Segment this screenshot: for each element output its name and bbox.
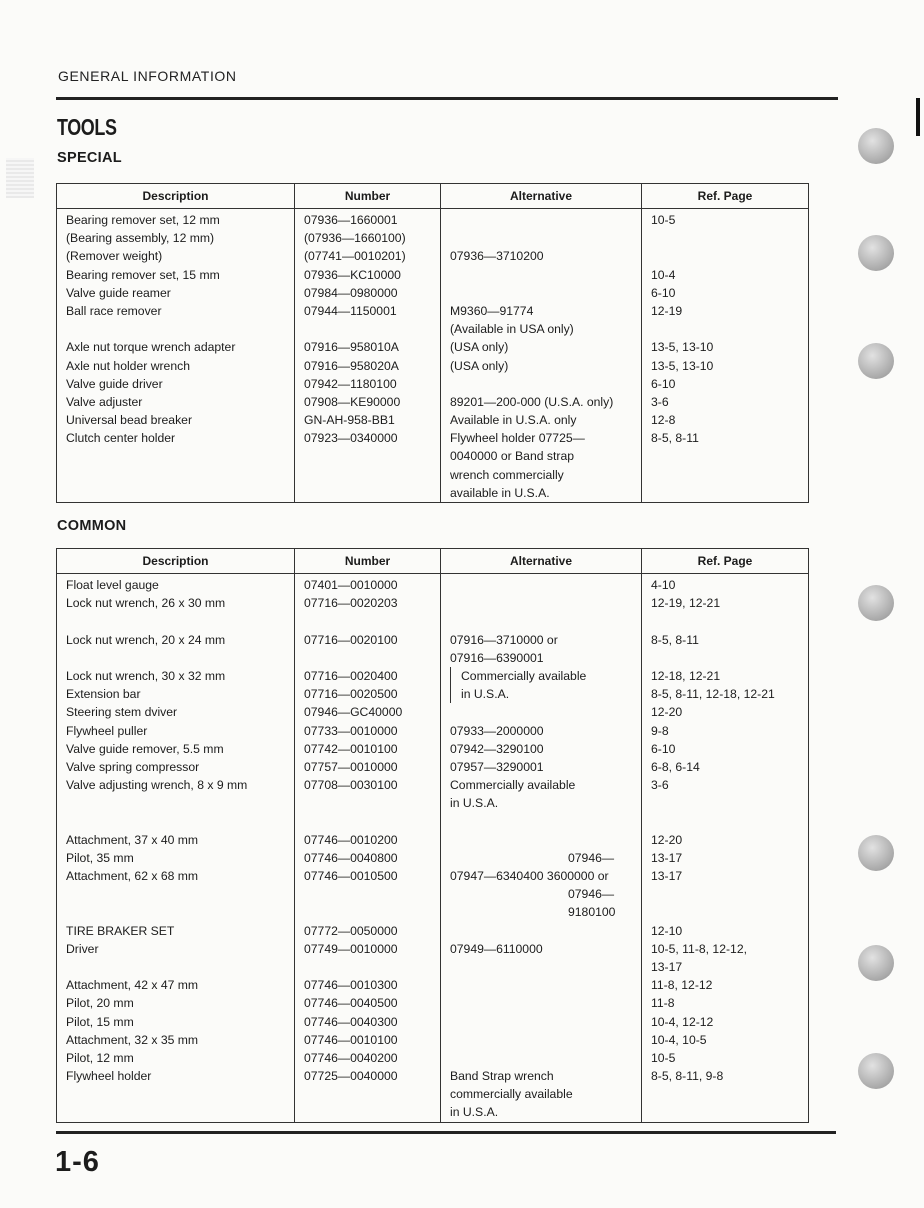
number-cell: 07746—0010300 bbox=[295, 976, 441, 994]
description-cell: Bearing remover set, 12 mm bbox=[57, 209, 295, 230]
page-title: TOOLS bbox=[57, 114, 117, 140]
number-cell bbox=[295, 885, 441, 903]
table-row bbox=[57, 994, 809, 1012]
common-heading: COMMON bbox=[57, 518, 127, 534]
number-cell: 07946—GC40000 bbox=[295, 703, 441, 721]
table-row bbox=[57, 411, 809, 429]
description-cell: Valve guide remover, 5.5 mm bbox=[57, 740, 295, 758]
description-cell bbox=[57, 903, 295, 921]
table-row bbox=[57, 831, 809, 849]
ref-page-cell bbox=[642, 885, 809, 903]
binder-hole bbox=[858, 1053, 894, 1089]
number-cell bbox=[295, 320, 441, 338]
alternative-cell: 07942—3290100 bbox=[441, 740, 642, 758]
ref-page-cell: 6-8, 6-14 bbox=[642, 758, 809, 776]
alternative-cell: Commercially available bbox=[441, 776, 642, 794]
alternative-cell: 07933—2000000 bbox=[441, 722, 642, 740]
number-cell: 07916—958010A bbox=[295, 338, 441, 356]
table-row bbox=[57, 429, 809, 447]
ref-page-cell: 6-10 bbox=[642, 375, 809, 393]
table-row bbox=[57, 631, 809, 649]
ref-page-cell: 8-5, 8-11, 9-8 bbox=[642, 1067, 809, 1085]
page-number: 1-6 bbox=[55, 1146, 100, 1178]
table-row bbox=[57, 1013, 809, 1031]
number-cell bbox=[295, 1085, 441, 1103]
table-row bbox=[57, 976, 809, 994]
number-cell: 07749—0010000 bbox=[295, 940, 441, 958]
description-cell: Extension bar bbox=[57, 685, 295, 703]
description-cell bbox=[57, 320, 295, 338]
number-cell: 07746—0010100 bbox=[295, 1031, 441, 1049]
number-cell: 07746—0010200 bbox=[295, 831, 441, 849]
number-cell bbox=[295, 794, 441, 812]
description-cell: Axle nut holder wrench bbox=[57, 357, 295, 375]
ref-page-cell: 11-8, 12-12 bbox=[642, 976, 809, 994]
ref-page-cell: 10-4, 12-12 bbox=[642, 1013, 809, 1031]
table-row bbox=[57, 1103, 809, 1122]
description-cell: (Remover weight) bbox=[57, 247, 295, 265]
number-cell: 07716—0020100 bbox=[295, 631, 441, 649]
header-rule bbox=[56, 97, 838, 100]
alternative-cell: available in U.S.A. bbox=[441, 484, 642, 503]
description-cell bbox=[57, 958, 295, 976]
description-cell: Flywheel holder bbox=[57, 1067, 295, 1085]
description-cell: Float level gauge bbox=[57, 574, 295, 595]
alternative-cell: Flywheel holder 07725— bbox=[441, 429, 642, 447]
ref-page-cell: 3-6 bbox=[642, 393, 809, 411]
description-cell: Driver bbox=[57, 940, 295, 958]
ref-page-cell: 13-17 bbox=[642, 867, 809, 885]
ref-page-cell: 10-4, 10-5 bbox=[642, 1031, 809, 1049]
alternative-cell bbox=[441, 284, 642, 302]
table-row bbox=[57, 1085, 809, 1103]
alternative-cell: 07947—6340400 3600000 or bbox=[441, 867, 642, 885]
table-row bbox=[57, 922, 809, 940]
description-cell: (Bearing assembly, 12 mm) bbox=[57, 229, 295, 247]
ref-page-cell bbox=[642, 484, 809, 503]
number-cell: 07401—0010000 bbox=[295, 574, 441, 595]
binder-hole bbox=[858, 343, 894, 379]
edge-tab-mark bbox=[916, 98, 920, 136]
ref-page-cell: 8-5, 8-11, 12-18, 12-21 bbox=[642, 685, 809, 703]
number-cell: 07746—0040200 bbox=[295, 1049, 441, 1067]
description-cell: Lock nut wrench, 30 x 32 mm bbox=[57, 667, 295, 685]
table-row bbox=[57, 776, 809, 794]
description-cell bbox=[57, 1103, 295, 1122]
alternative-cell bbox=[441, 1031, 642, 1049]
alternative-cell: (Available in USA only) bbox=[441, 320, 642, 338]
number-cell: 07916—958020A bbox=[295, 357, 441, 375]
alternative-cell: 07949—6110000 bbox=[441, 940, 642, 958]
ref-page-cell bbox=[642, 1085, 809, 1103]
ref-page-cell bbox=[642, 812, 809, 830]
alternative-cell bbox=[441, 1049, 642, 1067]
number-cell bbox=[295, 466, 441, 484]
ref-page-cell bbox=[642, 903, 809, 921]
alternative-cell bbox=[441, 958, 642, 976]
table-row bbox=[57, 958, 809, 976]
alternative-cell: 07916—3710000 or bbox=[441, 631, 642, 649]
description-cell: Valve guide driver bbox=[57, 375, 295, 393]
table-header-row bbox=[57, 549, 809, 574]
ref-page-cell: 3-6 bbox=[642, 776, 809, 794]
alternative-cell bbox=[441, 976, 642, 994]
ref-page-cell bbox=[642, 794, 809, 812]
ref-page-cell bbox=[642, 1103, 809, 1122]
description-cell bbox=[57, 812, 295, 830]
number-cell bbox=[295, 903, 441, 921]
number-cell: GN-AH-958-BB1 bbox=[295, 411, 441, 429]
number-cell: 07984—0980000 bbox=[295, 284, 441, 302]
number-cell: 07733—0010000 bbox=[295, 722, 441, 740]
table-row bbox=[57, 685, 809, 703]
number-cell bbox=[295, 612, 441, 630]
description-cell: Axle nut torque wrench adapter bbox=[57, 338, 295, 356]
description-cell: Attachment, 42 x 47 mm bbox=[57, 976, 295, 994]
number-cell: 07716—0020500 bbox=[295, 685, 441, 703]
description-cell: Valve spring compressor bbox=[57, 758, 295, 776]
alternative-cell: 07957—3290001 bbox=[441, 758, 642, 776]
number-cell: 07923—0340000 bbox=[295, 429, 441, 447]
ref-page-cell: 6-10 bbox=[642, 284, 809, 302]
ref-page-cell: 12-8 bbox=[642, 411, 809, 429]
alternative-cell: in U.S.A. bbox=[441, 1103, 642, 1122]
alternative-cell: wrench commercially bbox=[441, 466, 642, 484]
description-cell bbox=[57, 885, 295, 903]
number-cell: 07746—0040800 bbox=[295, 849, 441, 867]
ref-page-cell: 12-10 bbox=[642, 922, 809, 940]
description-cell: Flywheel puller bbox=[57, 722, 295, 740]
description-cell: Pilot, 15 mm bbox=[57, 1013, 295, 1031]
table-row bbox=[57, 740, 809, 758]
col-header-ref-page: Ref. Page bbox=[642, 184, 809, 209]
ref-page-cell bbox=[642, 466, 809, 484]
alternative-cell bbox=[441, 375, 642, 393]
number-cell: 07746—0010500 bbox=[295, 867, 441, 885]
table-row bbox=[57, 812, 809, 830]
binder-hole bbox=[858, 128, 894, 164]
ref-page-cell bbox=[642, 649, 809, 667]
description-cell bbox=[57, 794, 295, 812]
alternative-cell: Available in U.S.A. only bbox=[441, 411, 642, 429]
alternative-cell: (USA only) bbox=[441, 357, 642, 375]
number-cell: (07936—1660100) bbox=[295, 229, 441, 247]
ref-page-cell bbox=[642, 247, 809, 265]
number-cell bbox=[295, 484, 441, 503]
ref-page-cell: 13-5, 13-10 bbox=[642, 338, 809, 356]
alternative-cell: commercially available bbox=[441, 1085, 642, 1103]
footer-rule bbox=[56, 1131, 836, 1134]
alternative-cell: in U.S.A. bbox=[441, 794, 642, 812]
description-cell: Ball race remover bbox=[57, 302, 295, 320]
col-header-ref-page: Ref. Page bbox=[642, 549, 809, 574]
table-row bbox=[57, 375, 809, 393]
description-cell: Clutch center holder bbox=[57, 429, 295, 447]
ref-page-cell: 10-5 bbox=[642, 1049, 809, 1067]
table-row bbox=[57, 1031, 809, 1049]
number-cell: 07716—0020203 bbox=[295, 594, 441, 612]
description-cell: TIRE BRAKER SET bbox=[57, 922, 295, 940]
table-row bbox=[57, 612, 809, 630]
table-row bbox=[57, 867, 809, 885]
alternative-cell: 07946— bbox=[441, 885, 642, 903]
special-heading: SPECIAL bbox=[57, 150, 122, 166]
ref-page-cell: 13-5, 13-10 bbox=[642, 357, 809, 375]
number-cell: 07742—0010100 bbox=[295, 740, 441, 758]
description-cell bbox=[57, 466, 295, 484]
alternative-cell bbox=[441, 703, 642, 721]
description-cell: Attachment, 37 x 40 mm bbox=[57, 831, 295, 849]
table-row bbox=[57, 649, 809, 667]
alternative-cell: 07916—6390001 bbox=[441, 649, 642, 667]
description-cell bbox=[57, 649, 295, 667]
number-cell bbox=[295, 447, 441, 465]
description-cell bbox=[57, 484, 295, 503]
alternative-cell: 07936—3710200 bbox=[441, 247, 642, 265]
alternative-cell bbox=[441, 266, 642, 284]
ref-page-cell: 10-5 bbox=[642, 209, 809, 230]
number-cell: 07944—1150001 bbox=[295, 302, 441, 320]
bleed-through-mark bbox=[6, 158, 34, 198]
description-cell: Pilot, 20 mm bbox=[57, 994, 295, 1012]
ref-page-cell: 11-8 bbox=[642, 994, 809, 1012]
number-cell: 07725—0040000 bbox=[295, 1067, 441, 1085]
table-row bbox=[57, 1067, 809, 1085]
table-row bbox=[57, 302, 809, 320]
number-cell bbox=[295, 649, 441, 667]
description-cell: Valve adjusting wrench, 8 x 9 mm bbox=[57, 776, 295, 794]
alternative-cell: 9180100 bbox=[441, 903, 642, 921]
alternative-cell bbox=[441, 574, 642, 595]
ref-page-cell bbox=[642, 447, 809, 465]
number-cell bbox=[295, 1103, 441, 1122]
description-cell bbox=[57, 1085, 295, 1103]
alternative-cell bbox=[441, 594, 642, 612]
table-row bbox=[57, 722, 809, 740]
alternative-cell: Band Strap wrench bbox=[441, 1067, 642, 1085]
number-cell: 07772—0050000 bbox=[295, 922, 441, 940]
ref-page-cell: 8-5, 8-11 bbox=[642, 631, 809, 649]
alternative-cell bbox=[441, 922, 642, 940]
number-cell: (07741—0010201) bbox=[295, 247, 441, 265]
table-row bbox=[57, 447, 809, 465]
common-tools-table bbox=[56, 548, 809, 1123]
alternative-cell: 07946— bbox=[441, 849, 642, 867]
col-header-description: Description bbox=[57, 549, 295, 574]
table-row bbox=[57, 849, 809, 867]
binder-hole bbox=[858, 945, 894, 981]
ref-page-cell: 9-8 bbox=[642, 722, 809, 740]
ref-page-cell bbox=[642, 612, 809, 630]
number-cell: 07936—KC10000 bbox=[295, 266, 441, 284]
table-row bbox=[57, 940, 809, 958]
table-row bbox=[57, 1049, 809, 1067]
description-cell: Pilot, 35 mm bbox=[57, 849, 295, 867]
ref-page-cell: 8-5, 8-11 bbox=[642, 429, 809, 447]
table-row bbox=[57, 466, 809, 484]
col-header-alternative: Alternative bbox=[441, 549, 642, 574]
description-cell: Attachment, 62 x 68 mm bbox=[57, 867, 295, 885]
binder-hole bbox=[858, 235, 894, 271]
col-header-description: Description bbox=[57, 184, 295, 209]
ref-page-cell: 12-19, 12-21 bbox=[642, 594, 809, 612]
description-cell: Universal bead breaker bbox=[57, 411, 295, 429]
alternative-cell bbox=[441, 229, 642, 247]
ref-page-cell: 12-19 bbox=[642, 302, 809, 320]
alternative-cell bbox=[441, 1013, 642, 1031]
binder-hole bbox=[858, 585, 894, 621]
table-row bbox=[57, 703, 809, 721]
ref-page-cell: 13-17 bbox=[642, 958, 809, 976]
ref-page-cell: 10-4 bbox=[642, 266, 809, 284]
description-cell: Bearing remover set, 15 mm bbox=[57, 266, 295, 284]
alternative-cell bbox=[441, 612, 642, 630]
special-tools-table bbox=[56, 183, 809, 503]
ref-page-cell bbox=[642, 229, 809, 247]
table-row bbox=[57, 393, 809, 411]
table-row bbox=[57, 794, 809, 812]
table-row bbox=[57, 594, 809, 612]
table-row bbox=[57, 885, 809, 903]
alternative-cell bbox=[441, 831, 642, 849]
description-cell: Lock nut wrench, 26 x 30 mm bbox=[57, 594, 295, 612]
description-cell bbox=[57, 447, 295, 465]
alternative-cell bbox=[441, 209, 642, 230]
table-header-row bbox=[57, 184, 809, 209]
col-header-number: Number bbox=[295, 184, 441, 209]
description-cell: Attachment, 32 x 35 mm bbox=[57, 1031, 295, 1049]
description-cell bbox=[57, 612, 295, 630]
alternative-cell: in U.S.A. bbox=[441, 685, 642, 703]
ref-page-cell: 12-20 bbox=[642, 703, 809, 721]
table-row bbox=[57, 266, 809, 284]
number-cell bbox=[295, 812, 441, 830]
table-row bbox=[57, 284, 809, 302]
number-cell: 07746—0040300 bbox=[295, 1013, 441, 1031]
table-row bbox=[57, 209, 809, 230]
table-row bbox=[57, 758, 809, 776]
ref-page-cell bbox=[642, 320, 809, 338]
table-row bbox=[57, 338, 809, 356]
ref-page-cell: 12-20 bbox=[642, 831, 809, 849]
number-cell: 07716—0020400 bbox=[295, 667, 441, 685]
number-cell: 07746—0040500 bbox=[295, 994, 441, 1012]
table-row bbox=[57, 484, 809, 503]
alternative-cell bbox=[441, 994, 642, 1012]
binder-hole bbox=[858, 835, 894, 871]
col-header-number: Number bbox=[295, 549, 441, 574]
description-cell: Lock nut wrench, 20 x 24 mm bbox=[57, 631, 295, 649]
description-cell: Valve adjuster bbox=[57, 393, 295, 411]
table-row bbox=[57, 247, 809, 265]
number-cell: 07757—0010000 bbox=[295, 758, 441, 776]
ref-page-cell: 12-18, 12-21 bbox=[642, 667, 809, 685]
alternative-cell bbox=[441, 812, 642, 830]
number-cell: 07936—1660001 bbox=[295, 209, 441, 230]
alternative-cell: 0040000 or Band strap bbox=[441, 447, 642, 465]
ref-page-cell: 4-10 bbox=[642, 574, 809, 595]
ref-page-cell: 6-10 bbox=[642, 740, 809, 758]
table-row bbox=[57, 574, 809, 595]
number-cell: 07708—0030100 bbox=[295, 776, 441, 794]
alternative-cell: (USA only) bbox=[441, 338, 642, 356]
col-header-alternative: Alternative bbox=[441, 184, 642, 209]
ref-page-cell: 13-17 bbox=[642, 849, 809, 867]
description-cell: Steering stem dviver bbox=[57, 703, 295, 721]
table-row bbox=[57, 357, 809, 375]
number-cell: 07942—1180100 bbox=[295, 375, 441, 393]
table-row bbox=[57, 229, 809, 247]
ref-page-cell: 10-5, 11-8, 12-12, bbox=[642, 940, 809, 958]
alternative-cell: 89201—200-000 (U.S.A. only) bbox=[441, 393, 642, 411]
section-header: GENERAL INFORMATION bbox=[58, 68, 237, 84]
description-cell: Valve guide reamer bbox=[57, 284, 295, 302]
alternative-cell: Commercially available bbox=[441, 667, 642, 685]
alternative-cell: M9360—91774 bbox=[441, 302, 642, 320]
table-row bbox=[57, 320, 809, 338]
table-row bbox=[57, 667, 809, 685]
description-cell: Pilot, 12 mm bbox=[57, 1049, 295, 1067]
number-cell: 07908—KE90000 bbox=[295, 393, 441, 411]
table-row bbox=[57, 903, 809, 921]
number-cell bbox=[295, 958, 441, 976]
